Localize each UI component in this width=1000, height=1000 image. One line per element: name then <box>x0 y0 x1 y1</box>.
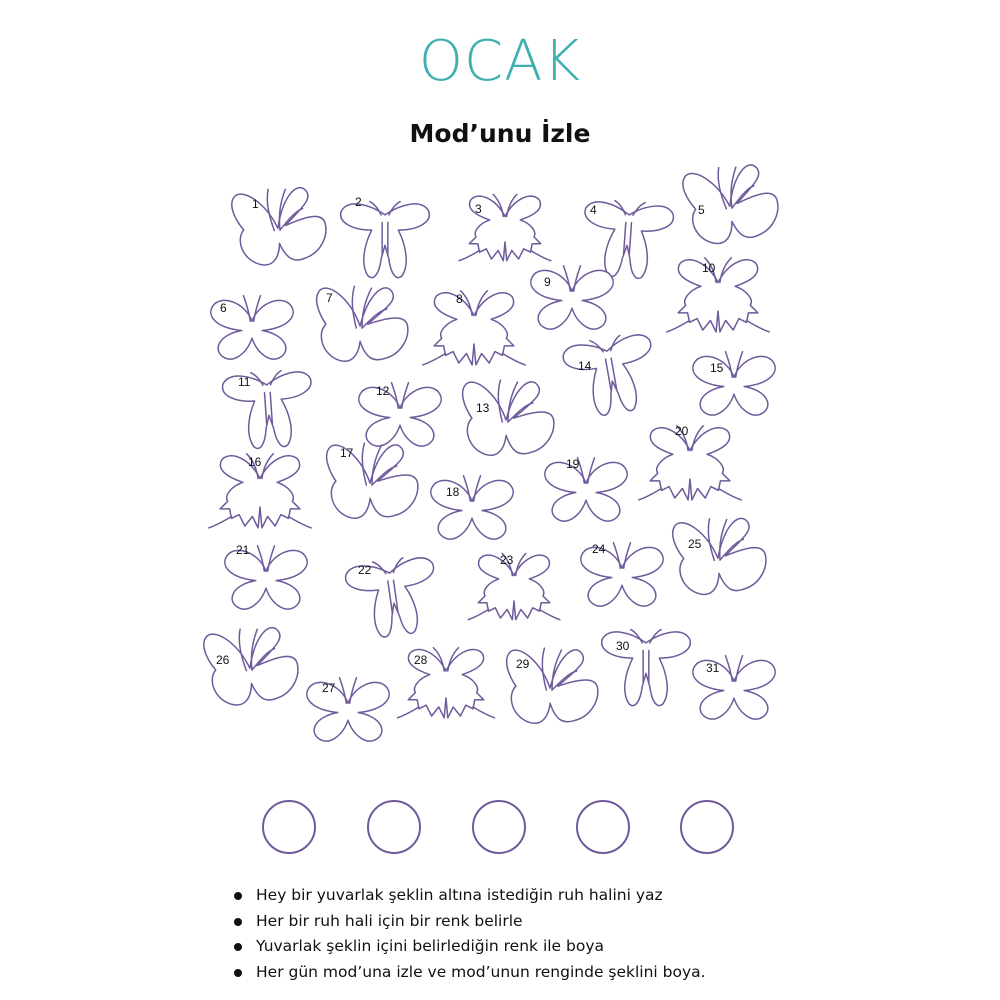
butterfly-day-label: 14 <box>578 359 592 373</box>
butterfly-day-label: 18 <box>446 485 460 499</box>
butterfly-day-label: 9 <box>544 275 551 289</box>
butterfly-day-label: 28 <box>414 653 428 667</box>
butterfly-day-label: 23 <box>500 553 514 567</box>
instruction-text: Her bir ruh hali için bir renk belirle <box>256 911 523 930</box>
butterfly-day-label: 4 <box>590 203 597 217</box>
butterfly-day-label: 29 <box>516 657 530 671</box>
butterfly-antenna <box>747 321 770 332</box>
butterfly-antenna <box>473 707 495 718</box>
butterfly-day-label: 20 <box>675 424 689 438</box>
butterfly-outline <box>307 682 389 741</box>
butterfly-day-label: 11 <box>238 375 251 389</box>
butterfly-antenna <box>531 251 551 261</box>
butterfly-day-3[interactable] <box>459 194 551 260</box>
instructions-list <box>234 883 934 985</box>
instruction-item <box>234 934 934 960</box>
butterfly-day-label: 27 <box>322 681 336 695</box>
page-subtitle: Mod’unu İzle <box>409 119 591 148</box>
butterfly-day-30[interactable] <box>602 630 691 706</box>
butterfly-outline <box>545 462 627 521</box>
instruction-item <box>234 909 934 935</box>
month-title: OCAK <box>418 29 582 94</box>
butterfly-antenna <box>423 354 446 365</box>
butterfly-day-8[interactable] <box>423 291 526 365</box>
butterfly-day-label: 17 <box>340 446 354 460</box>
butterfly-day-label: 16 <box>248 455 262 469</box>
butterfly-day-15[interactable] <box>693 352 775 415</box>
butterfly-day-11[interactable] <box>222 369 316 451</box>
butterfly-day-label: 10 <box>702 261 716 275</box>
butterfly-day-19[interactable] <box>545 458 627 521</box>
bullet-icon <box>234 943 242 951</box>
mood-circle-1[interactable] <box>262 800 316 854</box>
butterfly-day-label: 12 <box>376 384 390 398</box>
butterfly-day-label: 7 <box>326 291 333 305</box>
butterfly-antenna <box>397 707 419 718</box>
butterfly-day-20[interactable] <box>639 426 742 500</box>
butterfly-day-1[interactable] <box>230 184 329 268</box>
butterfly-day-label: 22 <box>358 563 372 577</box>
mood-legend-row <box>262 800 742 860</box>
butterfly-outline <box>581 547 663 606</box>
butterfly-antenna <box>719 489 742 500</box>
butterfly-outline <box>222 371 315 451</box>
butterfly-day-label: 30 <box>616 639 630 653</box>
butterfly-outline <box>359 387 441 446</box>
instruction-text: Yuvarlak şeklin içini belirlediğin renk ile boya <box>256 937 605 955</box>
butterfly-day-27[interactable] <box>307 678 389 741</box>
butterfly-antenna <box>289 517 312 528</box>
butterfly-antenna <box>468 610 488 620</box>
butterfly-day-label: 15 <box>710 361 724 375</box>
butterfly-outline <box>434 293 514 365</box>
butterfly-outline <box>562 333 662 421</box>
butterfly-outline <box>693 356 775 415</box>
butterfly-day-label: 5 <box>698 203 705 217</box>
butterfly-antenna <box>667 321 690 332</box>
butterfly-outline <box>341 204 430 278</box>
butterfly-antenna <box>503 354 526 365</box>
butterfly-antenna <box>209 517 232 528</box>
butterfly-day-13[interactable] <box>463 380 554 455</box>
butterfly-antenna <box>459 251 479 261</box>
butterfly-day-label: 31 <box>706 661 720 675</box>
butterfly-outline <box>678 260 758 332</box>
butterfly-outline <box>602 632 691 706</box>
butterfly-day-label: 24 <box>592 542 606 556</box>
butterfly-outline <box>650 428 730 500</box>
butterfly-day-label: 25 <box>688 537 702 551</box>
butterfly-day-2[interactable] <box>341 202 430 278</box>
butterfly-outline <box>431 480 513 539</box>
butterfly-day-label: 1 <box>252 197 259 211</box>
butterfly-day-label: 26 <box>216 653 230 667</box>
butterfly-antenna <box>639 489 662 500</box>
butterfly-day-label: 3 <box>475 202 482 216</box>
bullet-icon <box>234 918 242 926</box>
butterfly-day-25[interactable] <box>672 515 768 596</box>
mood-circle-2[interactable] <box>367 800 421 854</box>
instruction-item <box>234 960 934 986</box>
instruction-item <box>234 883 934 909</box>
butterfly-day-23[interactable] <box>468 553 560 619</box>
butterfly-antenna <box>540 610 560 620</box>
butterfly-day-14[interactable] <box>561 330 661 420</box>
instruction-text: Hey bir yuvarlak şeklin altına istediğin ruh halini yaz <box>256 886 663 904</box>
bullet-icon <box>234 969 242 977</box>
butterfly-day-5[interactable] <box>681 160 782 247</box>
butterfly-day-label: 21 <box>236 543 250 557</box>
butterfly-day-label: 13 <box>476 401 490 415</box>
butterfly-outline <box>225 550 307 609</box>
butterfly-day-10[interactable] <box>667 258 770 332</box>
bullet-icon <box>234 892 242 900</box>
mood-circle-4[interactable] <box>576 800 630 854</box>
mood-circle-5[interactable] <box>680 800 734 854</box>
instruction-text: Her gün mod’una izle ve mod’unun renginde şeklini boya. <box>256 962 706 981</box>
butterfly-day-label: 2 <box>355 195 362 209</box>
butterfly-day-label: 6 <box>220 301 227 315</box>
butterfly-day-18[interactable] <box>431 476 513 539</box>
mood-circle-3[interactable] <box>472 800 526 854</box>
butterfly-day-label: 8 <box>456 292 463 306</box>
butterfly-day-label: 19 <box>566 457 580 471</box>
butterfly-day-28[interactable] <box>397 648 494 718</box>
butterfly-day-12[interactable] <box>359 383 441 446</box>
